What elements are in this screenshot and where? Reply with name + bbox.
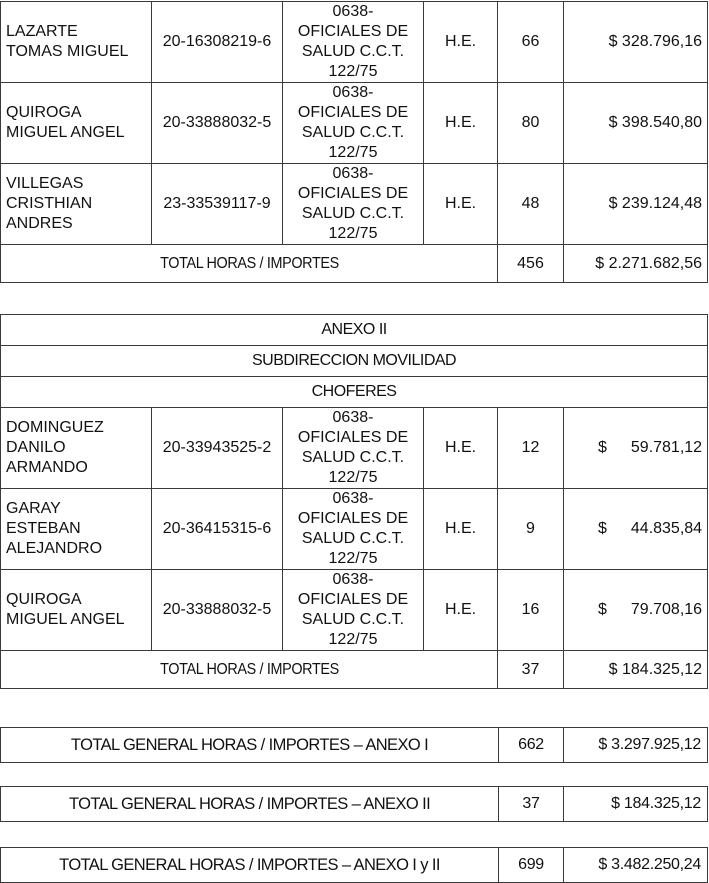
hour-type: H.E.	[424, 164, 498, 245]
summary-amount: $ 3.482.250,24	[564, 848, 708, 883]
summary-amount: $ 184.325,12	[564, 787, 708, 822]
total-label: TOTAL HORAS / IMPORTES	[25, 245, 472, 283]
amount-value: 79.708,16	[630, 601, 703, 618]
summary-row	[1, 728, 708, 763]
summary-hours: 699	[499, 848, 564, 883]
table-row	[1, 570, 708, 651]
hour-type: H.E.	[424, 2, 498, 83]
amount-value: 59.781,12	[630, 439, 703, 456]
total-amount: $ 2.271.682,56	[564, 245, 708, 283]
summary-label: TOTAL GENERAL HORAS / IMPORTES – ANEXO I	[1, 728, 499, 763]
amount: $ 328.796,16	[564, 2, 708, 83]
hours: 48	[498, 164, 564, 245]
total-hours: 37	[498, 651, 564, 689]
hour-type: H.E.	[424, 570, 498, 651]
annex-title-row	[1, 315, 708, 346]
cuil: 20-33943525-2	[152, 408, 283, 489]
currency-symbol: $	[598, 601, 607, 618]
cuil: 23-33539117-9	[152, 164, 283, 245]
amount: $ 239.124,48	[564, 164, 708, 245]
amount	[564, 489, 708, 570]
total-row	[1, 651, 708, 689]
amount	[564, 570, 708, 651]
employee-name: GARAY ESTEBAN ALEJANDRO	[1, 489, 152, 570]
table-row	[1, 2, 708, 83]
table-row	[1, 164, 708, 245]
table-row	[1, 489, 708, 570]
category: 0638- OFICIALES DE SALUD C.C.T. 122/75	[283, 164, 424, 245]
hours: 66	[498, 2, 564, 83]
employee-name: DOMINGUEZ DANILO ARMANDO	[1, 408, 152, 489]
summary-row	[1, 848, 708, 883]
hours: 16	[498, 570, 564, 651]
hours: 80	[498, 83, 564, 164]
section-row	[1, 377, 708, 408]
summary-hours: 662	[499, 728, 564, 763]
total-hours: 456	[498, 245, 564, 283]
currency-symbol: $	[598, 439, 607, 456]
hours: 9	[498, 489, 564, 570]
department-title: SUBDIRECCION MOVILIDAD	[1, 346, 708, 377]
summary-amount: $ 3.297.925,12	[564, 728, 708, 763]
category: 0638- OFICIALES DE SALUD C.C.T. 122/75	[283, 83, 424, 164]
summary-anexo-i	[0, 727, 708, 763]
amount-value: 44.835,84	[630, 520, 703, 537]
section-title: CHOFERES	[1, 377, 708, 408]
summary-label: TOTAL GENERAL HORAS / IMPORTES – ANEXO II	[1, 787, 499, 822]
category: 0638- OFICIALES DE SALUD C.C.T. 122/75	[283, 408, 424, 489]
category: 0638- OFICIALES DE SALUD C.C.T. 122/75	[283, 2, 424, 83]
total-label: TOTAL HORAS / IMPORTES	[25, 651, 472, 689]
hour-type: H.E.	[424, 489, 498, 570]
amount	[564, 408, 708, 489]
hour-type: H.E.	[424, 408, 498, 489]
cuil: 20-16308219-6	[152, 2, 283, 83]
total-row	[1, 245, 708, 283]
category: 0638- OFICIALES DE SALUD C.C.T. 122/75	[283, 489, 424, 570]
employee-name: QUIROGA MIGUEL ANGEL	[1, 83, 152, 164]
employee-name: LAZARTE TOMAS MIGUEL	[1, 2, 152, 83]
table-row	[1, 83, 708, 164]
currency-symbol: $	[598, 520, 607, 537]
summary-label: TOTAL GENERAL HORAS / IMPORTES – ANEXO I y II	[1, 848, 499, 883]
cuil: 20-33888032-5	[152, 570, 283, 651]
employee-name: QUIROGA MIGUEL ANGEL	[1, 570, 152, 651]
employee-name: VILLEGAS CRISTHIAN ANDRES	[1, 164, 152, 245]
anexo-i-table	[0, 1, 708, 283]
hours: 12	[498, 408, 564, 489]
summary-hours: 37	[499, 787, 564, 822]
category: 0638- OFICIALES DE SALUD C.C.T. 122/75	[283, 570, 424, 651]
total-amount: $ 184.325,12	[564, 651, 708, 689]
summary-anexo-ii	[0, 786, 708, 822]
cuil: 20-36415315-6	[152, 489, 283, 570]
summary-row	[1, 787, 708, 822]
department-row	[1, 346, 708, 377]
cuil: 20-33888032-5	[152, 83, 283, 164]
table-row	[1, 408, 708, 489]
annex-title: ANEXO II	[1, 315, 708, 346]
amount: $ 398.540,80	[564, 83, 708, 164]
hour-type: H.E.	[424, 83, 498, 164]
anexo-ii-table	[0, 314, 708, 689]
